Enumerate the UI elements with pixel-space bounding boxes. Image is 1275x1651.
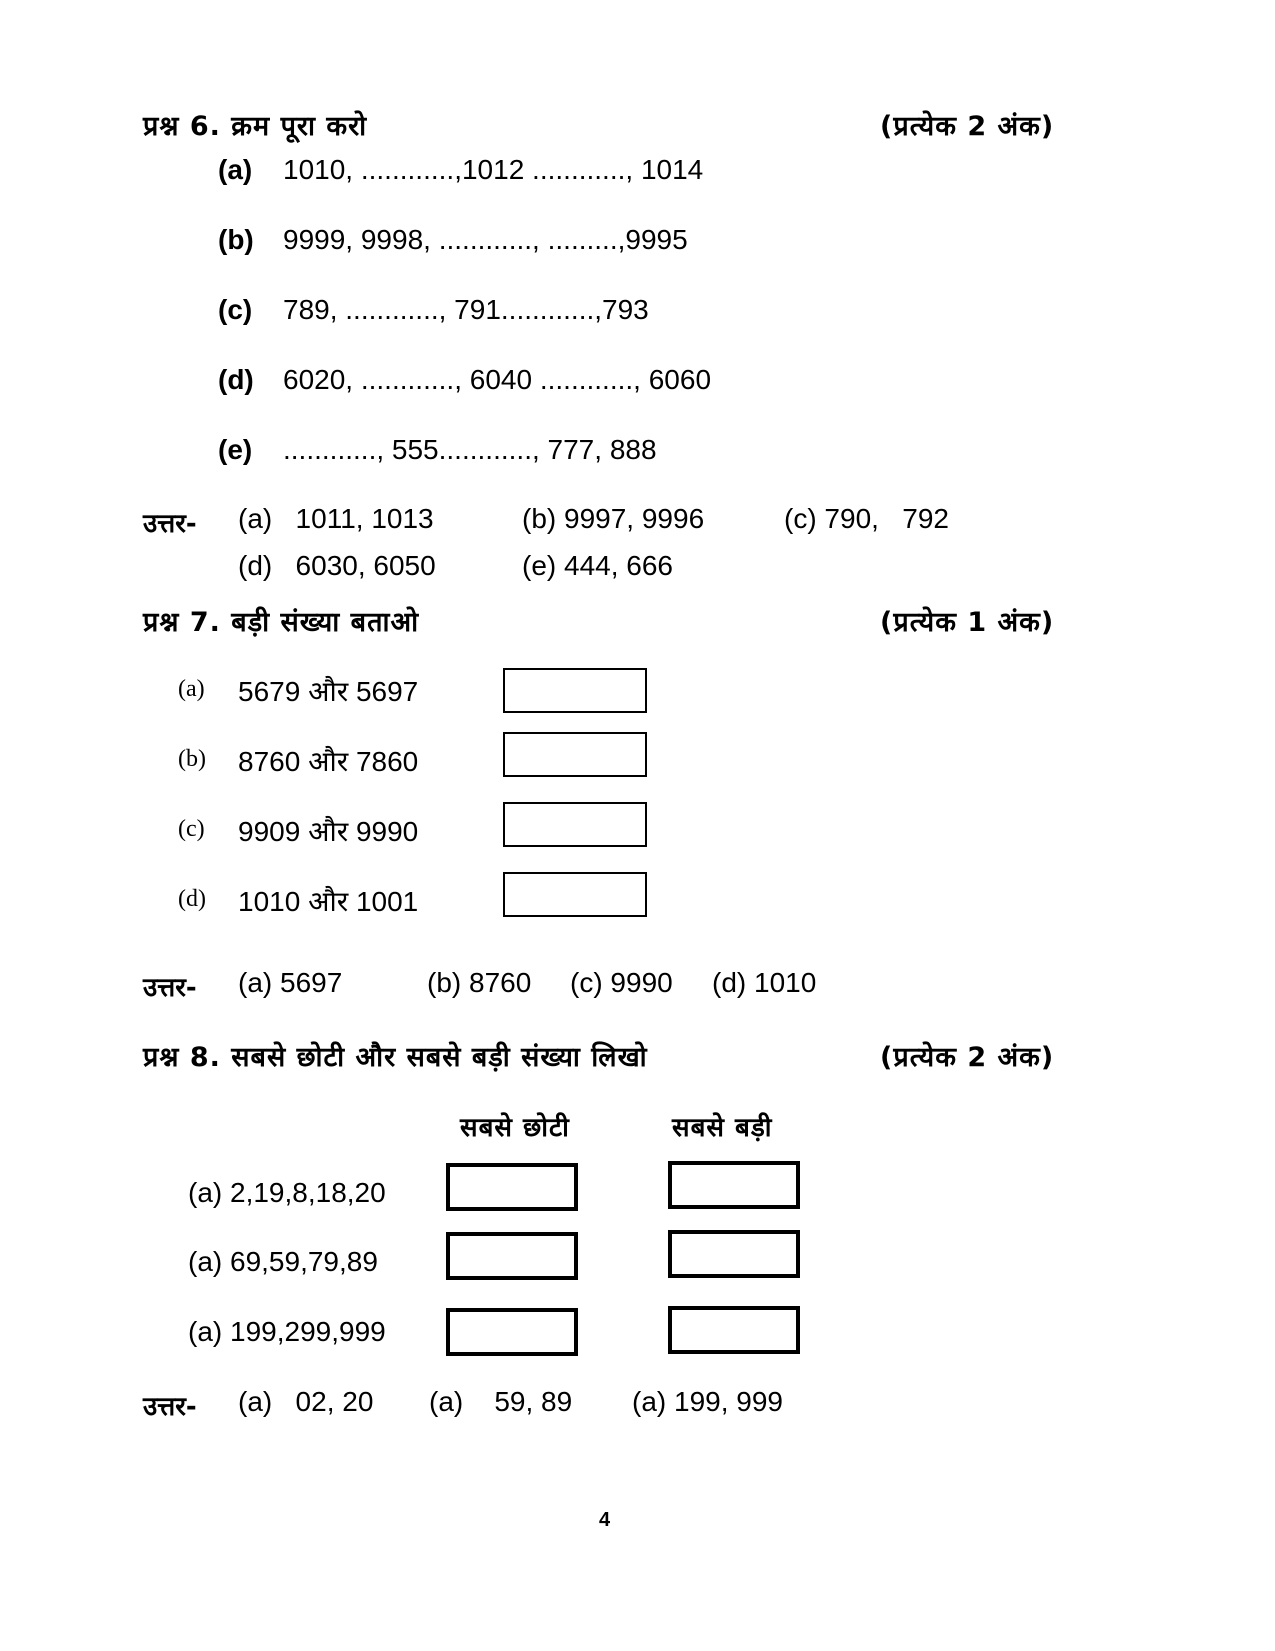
q7-title: प्रश्न 7. बड़ी संख्या बताओ xyxy=(143,607,420,638)
q6-answer: (e) 444, 666 xyxy=(522,550,673,581)
q7-answer-box[interactable] xyxy=(503,668,647,713)
q8-answer: (a) 199, 999 xyxy=(632,1386,783,1417)
q6-item-text: 1010, ............,1012 ............, 1014 xyxy=(283,154,704,185)
q6-item-label: (d) xyxy=(218,364,254,395)
q6-title: प्रश्न 6. क्रम पूरा करो xyxy=(143,111,368,142)
q7-item-text: 8760 और 7860 xyxy=(238,746,419,777)
q6-answer: (d) 6030, 6050 xyxy=(238,550,436,581)
q8-answer: (a) 02, 20 xyxy=(238,1386,374,1417)
q6-answer: (b) 9997, 9996 xyxy=(522,503,705,534)
q7-answer: (c) 9990 xyxy=(570,967,673,998)
q8-answer-label: उत्तर- xyxy=(143,1392,197,1422)
q7-item-label: (a) xyxy=(178,676,205,702)
q6-item-text: 789, ............, 791............,793 xyxy=(283,294,649,325)
q8-marks: (प्रत्येक 2 अंक) xyxy=(880,1042,1055,1073)
q6-marks: (प्रत्येक 2 अंक) xyxy=(880,111,1055,142)
q7-answer-label: उत्तर- xyxy=(143,973,197,1003)
q7-marks: (प्रत्येक 1 अंक) xyxy=(880,607,1055,638)
q7-answer-box[interactable] xyxy=(503,872,647,917)
q6-item-label: (b) xyxy=(218,224,254,255)
q6-item-text: 6020, ............, 6040 ............, 6060 xyxy=(283,364,712,395)
q8-answer: (a) 59, 89 xyxy=(429,1386,573,1417)
q6-item-label: (c) xyxy=(218,294,253,325)
q8-smallest-box[interactable] xyxy=(446,1163,578,1211)
q8-item-label: (a) 199,299,999 xyxy=(188,1316,386,1347)
q6-item-text: 9999, 9998, ............, .........,9995 xyxy=(283,224,688,255)
q8-smallest-box[interactable] xyxy=(446,1232,578,1280)
q6-item-label: (e) xyxy=(218,434,253,465)
q6-answer: (a) 1011, 1013 xyxy=(238,503,434,534)
q8-col-largest: सबसे बड़ी xyxy=(672,1113,773,1143)
q7-item-label: (b) xyxy=(178,746,206,772)
q6-answer-label: उत्तर- xyxy=(143,509,197,539)
q8-col-smallest: सबसे छोटी xyxy=(460,1113,570,1143)
q8-largest-box[interactable] xyxy=(668,1306,800,1354)
q7-item-label: (c) xyxy=(178,816,205,842)
q7-item-text: 9909 और 9990 xyxy=(238,816,419,847)
q7-item-text: 1010 और 1001 xyxy=(238,886,419,917)
q8-smallest-box[interactable] xyxy=(446,1308,578,1356)
q6-item-label: (a) xyxy=(218,154,253,185)
q8-item-label: (a) 69,59,79,89 xyxy=(188,1246,378,1277)
q8-largest-box[interactable] xyxy=(668,1230,800,1278)
q7-answer-box[interactable] xyxy=(503,802,647,847)
q7-answer: (d) 1010 xyxy=(712,967,817,998)
page-number: 4 xyxy=(599,1509,611,1531)
q8-item-label: (a) 2,19,8,18,20 xyxy=(188,1177,386,1208)
q7-answer: (a) 5697 xyxy=(238,967,343,998)
q7-item-text: 5679 और 5697 xyxy=(238,676,419,707)
q8-title: प्रश्न 8. सबसे छोटी और सबसे बड़ी संख्या लिखो xyxy=(143,1042,648,1073)
q6-answer: (c) 790, 792 xyxy=(784,503,949,534)
q7-item-label: (d) xyxy=(178,886,206,912)
q6-item-text: ............, 555............, 777, 888 xyxy=(283,434,657,465)
q7-answer-box[interactable] xyxy=(503,732,647,777)
q7-answer: (b) 8760 xyxy=(427,967,532,998)
q8-largest-box[interactable] xyxy=(668,1161,800,1209)
